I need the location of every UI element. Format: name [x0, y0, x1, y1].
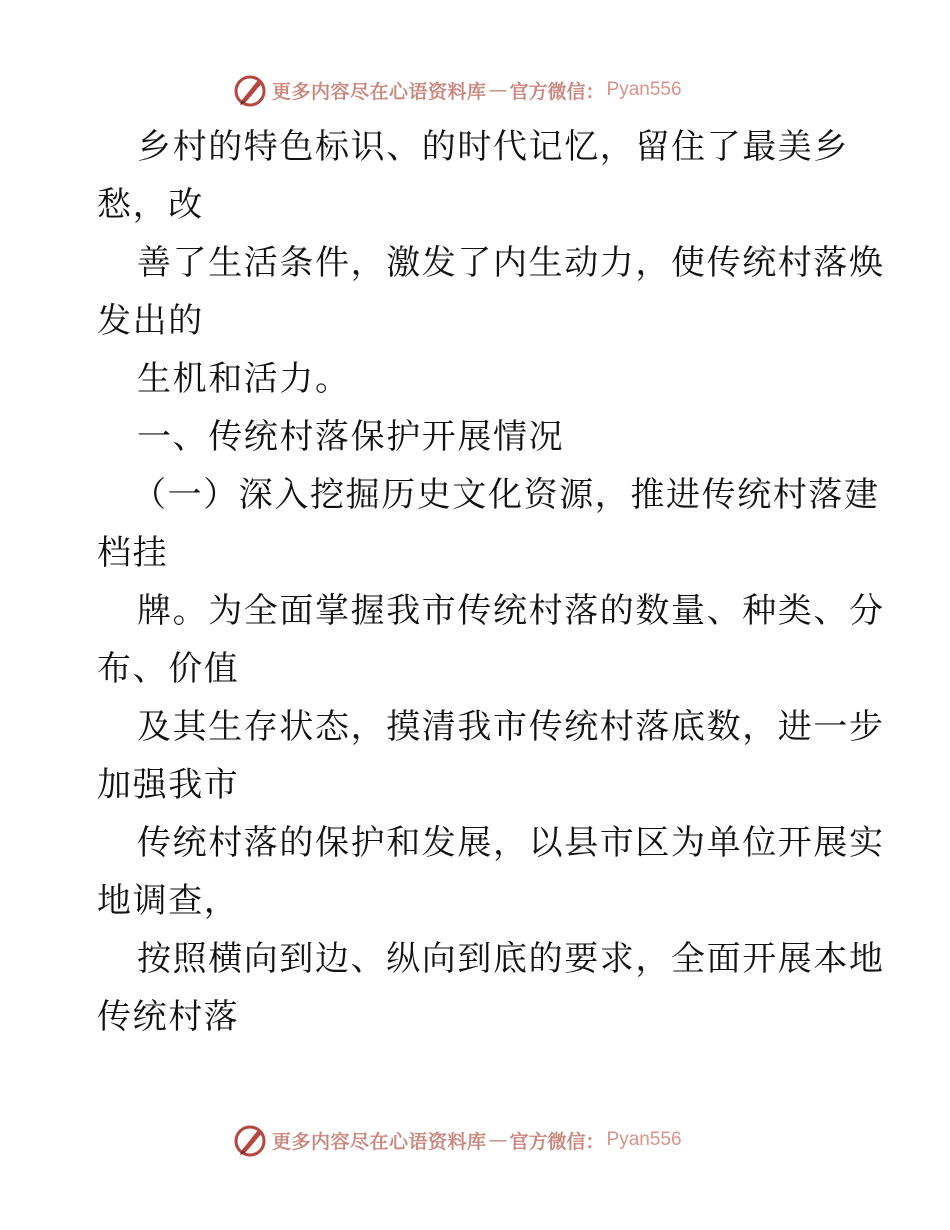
watermark-text: 更多内容尽在心语资料库 — [272, 80, 487, 103]
watermark-dash: — — [488, 1129, 508, 1151]
body-line: 布、价值 — [97, 649, 240, 689]
body-line: 愁，改 — [97, 185, 204, 225]
watermark-wechat-id: Pyan556 — [606, 79, 682, 100]
body-line: 及其生存状态，摸清我市传统村落底数，进一步 — [137, 707, 885, 747]
watermark-wechat-label: 官方微信： — [509, 80, 605, 103]
body-line: 加强我市 — [97, 765, 240, 805]
subsection-heading: （一）深入挖掘历史文化资源，推进传统村落建 — [132, 475, 880, 515]
pen-logo-icon — [232, 72, 268, 108]
body-line: 地调查， — [97, 881, 240, 921]
document-body — [97, 118, 885, 1046]
body-line: 牌。为全面掌握我市传统村落的数量、种类、分 — [137, 591, 885, 631]
watermark-wechat-id: Pyan556 — [606, 1129, 682, 1150]
body-line: 按照横向到边、纵向到底的要求，全面开展本地 — [137, 939, 885, 979]
body-line: 乡村的特色标识、的时代记忆，留住了最美乡 — [137, 127, 849, 167]
body-line: 生机和活力。 — [137, 359, 351, 399]
watermark-dash: — — [488, 79, 508, 101]
watermark-text: 更多内容尽在心语资料库 — [272, 1130, 487, 1153]
body-line: 传统村落 — [97, 997, 240, 1037]
pen-logo-icon — [232, 1122, 268, 1158]
section-heading: 一、传统村落保护开展情况 — [137, 417, 565, 457]
body-line: 善了生活条件，激发了内生动力，使传统村落焕 — [137, 243, 885, 283]
body-line: 发出的 — [97, 301, 204, 341]
footer-watermark — [232, 1120, 682, 1160]
body-line: 档挂 — [97, 533, 169, 573]
watermark-wechat-label: 官方微信： — [509, 1130, 605, 1153]
body-line: 传统村落的保护和发展，以县市区为单位开展实 — [137, 823, 885, 863]
header-watermark — [232, 70, 682, 110]
